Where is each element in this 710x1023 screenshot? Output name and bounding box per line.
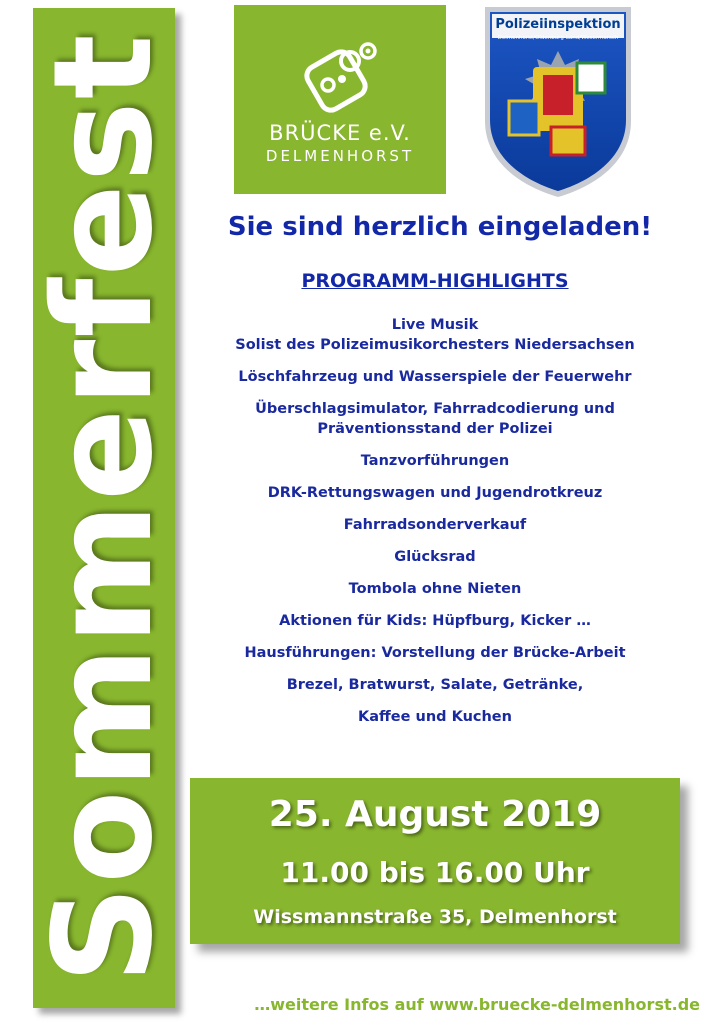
- program-item: Kaffee und Kuchen: [358, 709, 512, 725]
- program-item: Überschlagsimulator, Fahrradcodierung und: [255, 401, 615, 417]
- program-item: Live Musik: [391, 317, 479, 333]
- event-time: 11.00 bis 16.00 Uhr: [280, 856, 590, 889]
- footer-info-link[interactable]: …weitere Infos auf www.bruecke-delmenhorst.de: [254, 995, 700, 1014]
- program-item: Aktionen für Kids: Hüpfburg, Kicker …: [279, 613, 591, 629]
- program-item: Löschfahrzeug und Wasserspiele der Feuerwehr: [238, 369, 632, 385]
- program-list: [180, 315, 690, 727]
- program-item: Präventionsstand der Polizei: [317, 421, 553, 437]
- program-item: Glücksrad: [394, 549, 476, 565]
- program-item: Hausführungen: Vorstellung der Brücke-Arbeit: [244, 645, 626, 661]
- badge-title: Polizeiinspektion: [495, 17, 621, 32]
- event-address: Wissmannstraße 35, Delmenhorst: [253, 906, 617, 928]
- police-badge-icon: [481, 3, 635, 199]
- sidebar-title: Sommerfest: [25, 32, 183, 984]
- program-item: Solist des Polizeimusikorchesters Niedersachsen: [235, 337, 635, 353]
- event-info-box: [190, 778, 680, 944]
- invitation-heading: Sie sind herzlich eingeladen!: [227, 212, 653, 242]
- sidebar-banner: [25, 8, 183, 1008]
- event-date: 25. August 2019: [268, 794, 602, 835]
- program-item: Tanzvorführungen: [360, 453, 510, 469]
- logo-city: DELMENHORST: [265, 147, 415, 165]
- program-item: Brezel, Bratwurst, Salate, Getränke,: [286, 677, 584, 693]
- program-item: DRK-Rettungswagen und Jugendrotkreuz: [267, 485, 603, 501]
- logo-name: BRÜCKE e.V.: [269, 121, 411, 145]
- badge-subtitle: Delmenhorst/Oldenburg-Land/Wesermarsch: [497, 35, 619, 41]
- bubbles-logo-icon: [304, 35, 384, 115]
- program-item: Tombola ohne Nieten: [348, 581, 522, 597]
- bruecke-logo: [234, 5, 446, 194]
- program-item: Fahrradsonderverkauf: [343, 517, 527, 533]
- program-heading: PROGRAMM-HIGHLIGHTS: [301, 270, 569, 292]
